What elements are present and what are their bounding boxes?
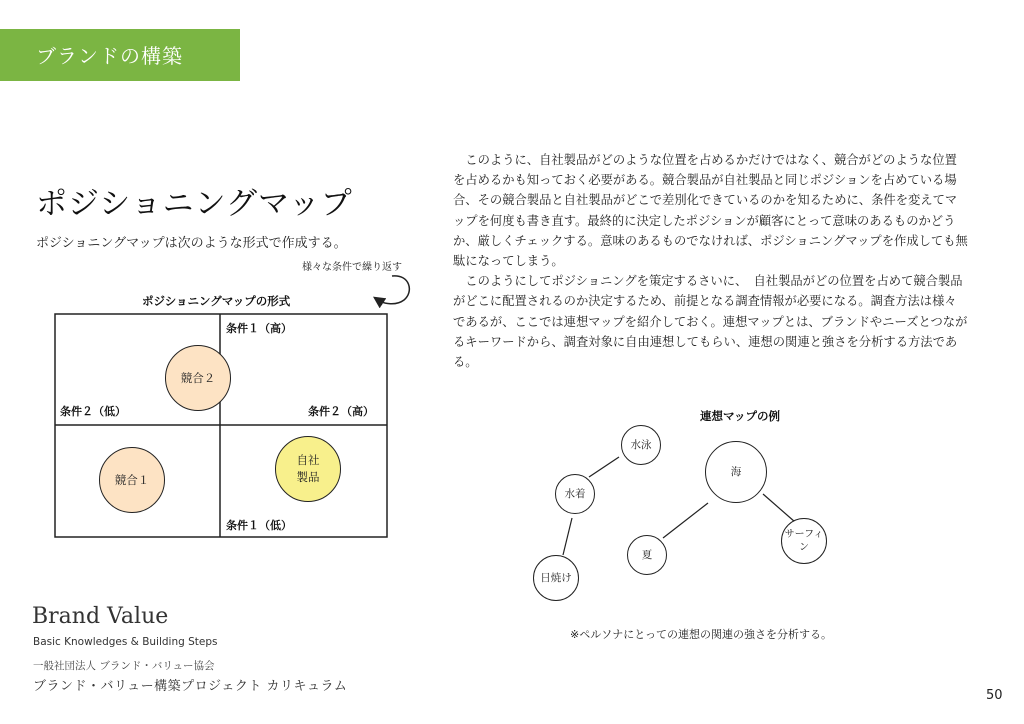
- assoc-node-sea: [705, 441, 767, 503]
- page-number: 50: [986, 688, 1003, 703]
- positioning-map-grid: [54, 313, 389, 539]
- axis-label-right: 条件２（高）: [308, 405, 374, 418]
- competitor-2-circle: [165, 345, 231, 411]
- organization-name: 一般社団法人 ブランド・バリュー協会: [33, 660, 215, 672]
- competitor-1-circle: [99, 447, 165, 513]
- assoc-node-swimming: [621, 425, 661, 465]
- assoc-node-sea-label: 海: [730, 465, 742, 478]
- brand-subtitle: Basic Knowledges & Building Steps: [33, 636, 218, 648]
- section-title: ブランドの構築: [36, 44, 183, 68]
- assoc-node-surfing-label-line1: サーフィ: [784, 529, 824, 540]
- brand-logo-text: Brand Value: [32, 604, 169, 629]
- assoc-node-swimsuit: [555, 474, 595, 514]
- assoc-node-summer-label: 夏: [641, 548, 653, 561]
- assoc-node-surfing-label-line2: ン: [799, 542, 809, 553]
- assoc-node-surfing: [781, 518, 827, 564]
- own-product-label-line2: 製品: [296, 470, 320, 484]
- competitor-1-label: 競合１: [114, 472, 150, 487]
- association-map-title: 連想マップの例: [700, 409, 781, 423]
- body-paragraph-2: このようにしてポジショニングを策定するさいに、 自社製品がどの位置を占めて競合製品がどこに配置されるのか決定するため、前提となる調査情報が必要になる。調査方法は様々であるが、ここでは連想マップを紹介しておく。連想マップとは、ブランドやニーズとつながるキーワードから、調査対象に自由連想してもらい、連想の関連と強さを分析する方法である。: [453, 274, 968, 370]
- assoc-node-sunburn: [533, 555, 579, 601]
- axis-label-bottom: 条件１（低）: [226, 519, 292, 532]
- own-product-label-line1: 自社: [296, 453, 320, 467]
- own-product-circle: [275, 436, 341, 502]
- positioning-map-title: ポジショニングマップの形式: [142, 294, 291, 308]
- project-name: ブランド・バリュー構築プロジェクト カリキュラム: [33, 679, 348, 694]
- association-map-note: ※ペルソナにとっての連想の関連の強さを分析する。: [570, 628, 832, 641]
- assoc-node-sunburn-label: 日焼け: [540, 571, 572, 584]
- loop-note: 様々な条件で繰り返す: [302, 262, 402, 273]
- assoc-node-swimsuit-label: 水着: [564, 487, 586, 500]
- page-title: ポジショニングマップ: [36, 186, 353, 222]
- competitor-2-label: 競合２: [180, 370, 216, 385]
- assoc-node-summer: [627, 535, 667, 575]
- body-paragraph-1: このように、自社製品がどのような位置を占めるかだけではなく、競合がどのような位置を占めるかも知っておく必要がある。競合製品が自社製品と同じポジションを占めている場合、その競合製品と自社製品がどこで差別化できているのかを知るために、条件を変えてマップを何度も書き直す。最終的に決定したポジションが顧客にとって意味のあるものかどうか、厳しくチェックする。意味のあるものでなければ、ポジショニングマップを作成しても無駄になってしまう。: [453, 153, 968, 269]
- assoc-node-swimming-label: 水泳: [630, 438, 652, 451]
- body-text: [453, 150, 968, 372]
- intro-text: ポジショニングマップは次のような形式で作成する。: [36, 236, 347, 251]
- axis-label-left: 条件２（低）: [60, 405, 126, 418]
- axis-label-top: 条件１（高）: [226, 322, 292, 335]
